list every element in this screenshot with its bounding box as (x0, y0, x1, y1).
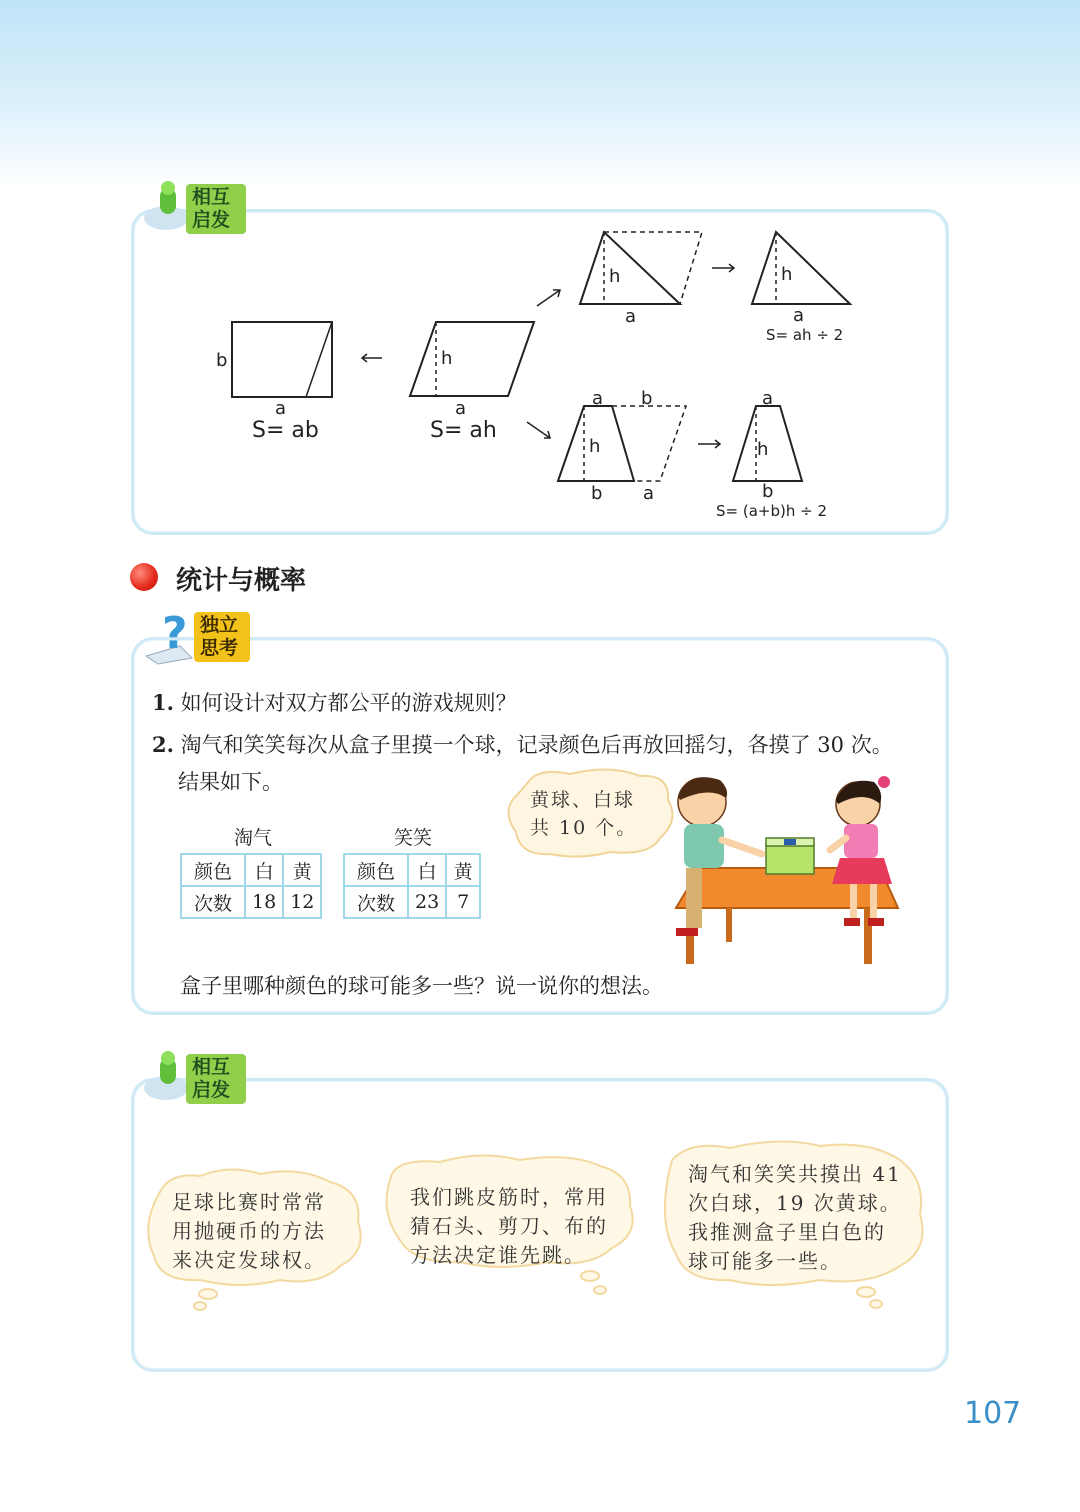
trap-formula: S= (a+b)h ÷ 2 (716, 502, 827, 520)
question-2-number: 2. (152, 732, 174, 757)
table-xiaoxiao (343, 853, 481, 919)
table-cell: 黄 (283, 854, 321, 886)
section-title: 统计与概率 (176, 566, 307, 596)
trap-split-bottom-a: a (643, 483, 655, 504)
boy-taoqi (676, 777, 762, 936)
question-3: 盒子里哪种颜色的球可能多一些？说一说你的想法。 (180, 974, 663, 998)
para-height-label: h (441, 348, 453, 369)
bubble-line: 球可能多一些。 (688, 1249, 842, 1273)
question-1 (152, 687, 517, 717)
question-2 (152, 729, 893, 759)
trap-top: a (762, 388, 774, 409)
trap-split-height: h (589, 436, 601, 457)
table-taoqi-title: 淘气 (234, 827, 273, 849)
bubble-line: 足球比赛时常常 (172, 1190, 326, 1214)
table-cell: 颜色 (344, 854, 408, 886)
badge-line-1: 独立 (200, 614, 239, 636)
table-row (344, 886, 480, 918)
mutual-inspiration-badge-2 (136, 1050, 248, 1108)
bubble-line: 方法决定谁先跳。 (410, 1243, 586, 1267)
table-cell: 次数 (344, 886, 408, 918)
bubble-line: 淘气和笑笑共摸出 41 (688, 1162, 902, 1186)
table-cell: 18 (245, 886, 283, 918)
tri-formula: S= ah ÷ 2 (766, 326, 844, 344)
trap-bottom: b (762, 481, 774, 502)
parallelogram-shape (410, 322, 534, 396)
split-tri-base: a (625, 306, 637, 327)
speech-line-2: 共 10 个。 (530, 817, 638, 839)
trap-split-top-a: a (592, 388, 604, 409)
table-row (344, 854, 480, 886)
area-derivation-diagram (0, 0, 1080, 540)
bubble-line: 次白球，19 次黄球。 (688, 1191, 902, 1215)
page-number: 107 (964, 1396, 1022, 1431)
badge-line-2: 思考 (200, 637, 239, 659)
ball-box (766, 844, 814, 874)
tri-base: a (793, 305, 805, 326)
independent-thinking-badge (140, 606, 252, 666)
speech-bubble-text (530, 786, 637, 842)
table-cell: 次数 (181, 886, 245, 918)
thought-bubble-3-text (688, 1160, 902, 1276)
table-taoqi (180, 853, 322, 919)
question-2-line-2: 结果如下。 (178, 770, 283, 794)
trap-height: h (757, 439, 769, 460)
bubble-line: 猜石头、剪刀、布的 (410, 1214, 608, 1238)
arrow-up-right (537, 290, 560, 306)
table-cell: 23 (408, 886, 446, 918)
speech-line-1: 黄球、白球 (530, 789, 636, 811)
table-row (181, 886, 321, 918)
table-xiaoxiao-title: 笑笑 (394, 827, 433, 849)
tri-height: h (781, 264, 793, 285)
para-formula: S= ah (430, 418, 497, 443)
para-base-label: a (455, 398, 467, 419)
question-1-text: 如何设计对双方都公平的游戏规则？ (180, 691, 517, 715)
table-cell: 白 (408, 854, 446, 886)
badge-line-1: 相互 (192, 186, 231, 208)
question-2-text: 淘气和笑笑每次从盒子里摸一个球，记录颜色后再放回摇匀，各摸了 30 次。 (180, 733, 893, 757)
table-cell: 黄 (446, 854, 480, 886)
table-cell: 12 (283, 886, 321, 918)
trap-split-bottom-b: b (591, 483, 603, 504)
thought-bubble-1-text (172, 1188, 326, 1275)
bubble-line: 用抛硬币的方法 (172, 1219, 326, 1243)
table-cell: 白 (245, 854, 283, 886)
bubble-line: 我们跳皮筋时，常用 (410, 1185, 608, 1209)
table-cell: 7 (446, 886, 480, 918)
bubble-line: 来决定发球权。 (172, 1248, 326, 1272)
section-bullet-icon (130, 563, 158, 591)
table-row (181, 854, 321, 886)
table-cell: 颜色 (181, 854, 245, 886)
rect-base-label: a (275, 398, 287, 419)
rect-formula: S= ab (252, 418, 319, 443)
question-1-number: 1. (152, 690, 174, 715)
thought-bubble-2-text (410, 1183, 608, 1270)
split-tri-height: h (609, 266, 621, 287)
svg-text:?: ? (162, 608, 188, 659)
rectangle-shape (232, 322, 332, 397)
bubble-line: 我推测盒子里白色的 (688, 1220, 886, 1244)
badge-line-1: 相互 (192, 1056, 231, 1078)
rect-side-label: b (216, 350, 228, 371)
triangle-shape (752, 232, 850, 304)
trap-split-top-b: b (641, 388, 653, 409)
arrow-down-right (527, 422, 550, 438)
badge-line-2: 启发 (192, 1079, 231, 1101)
parallelogram-split-triangle (580, 232, 680, 304)
badge-line-2: 启发 (192, 209, 231, 231)
